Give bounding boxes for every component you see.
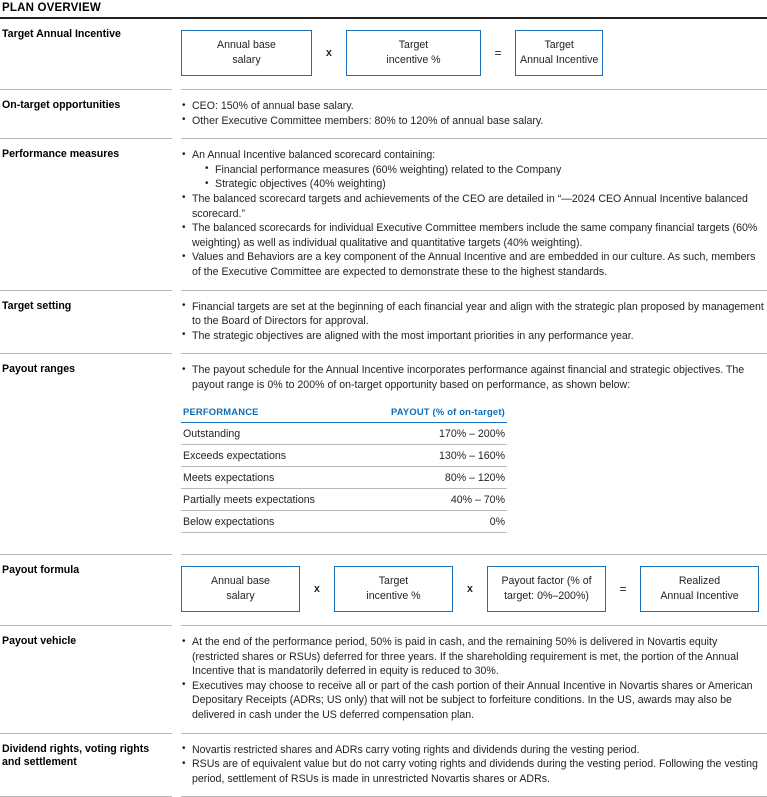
formula-box-line1: Target xyxy=(378,575,409,588)
list-item: • CEO: 150% of annual base salary. xyxy=(181,99,765,114)
bullet-list xyxy=(181,363,765,392)
formula-box-realized-annual-incentive xyxy=(640,566,759,612)
list-item: • Financial targets are set at the beginning of each financial year and align with the strategic plan proposed by management to the Board of Directors for approval. xyxy=(181,300,765,329)
row-content-target-setting xyxy=(181,290,767,354)
cell-payout: 80% – 120% xyxy=(356,467,507,489)
formula-box-line2: salary xyxy=(232,53,261,66)
row-performance-measures xyxy=(0,138,767,289)
cell-payout: 130% – 160% xyxy=(356,445,507,467)
row-content-payout-formula xyxy=(181,554,767,625)
cell-performance: Outstanding xyxy=(181,423,356,445)
row-content-performance-measures xyxy=(181,138,767,289)
row-label-payout-ranges: Payout ranges xyxy=(0,353,172,387)
list-item: • RSUs are of equivalent value but do not carry voting rights and dividends during the vesting period. Following the vesting period, settlement of RSUs is made in unrestricted Novartis shares or ADRs. xyxy=(181,757,765,786)
row-target-annual-incentive xyxy=(0,19,767,89)
cell-payout: 170% – 200% xyxy=(356,423,507,445)
row-label-dividend-rights xyxy=(0,733,172,780)
row-content-payout-ranges xyxy=(181,353,767,554)
row-dividend-rights xyxy=(0,733,767,797)
formula-box-line1: Target xyxy=(398,39,429,51)
cell-performance: Partially meets expectations xyxy=(181,489,356,511)
formula-box-line2: Annual Incentive xyxy=(660,589,739,602)
list-item: • Novartis restricted shares and ADRs carry voting rights and dividends during the vesting period. xyxy=(181,743,765,758)
formula-box-annual-base-salary xyxy=(181,566,300,612)
bullet-list xyxy=(181,99,765,128)
formula-box-target-annual-incentive xyxy=(515,30,603,76)
formula-operator-equals: = xyxy=(494,45,502,60)
table-header-row xyxy=(181,405,507,423)
list-item xyxy=(181,148,765,192)
list-item: • Other Executive Committee members: 80% to 120% of annual base salary. xyxy=(181,114,765,129)
list-item: • The balanced scorecards for individual Executive Committee members include the same company financial targets (60% weighting) as well as individual qualitative and quantitative targets (40% weighting). xyxy=(181,221,765,250)
sub-bullet-list xyxy=(192,163,765,192)
table-spacer xyxy=(181,535,765,544)
formula-box-line2: incentive % xyxy=(386,53,441,66)
row-label-line2: and settlement xyxy=(2,756,77,769)
formula-box-line2: incentive % xyxy=(366,589,421,602)
formula-operator-multiply-1: x xyxy=(326,46,332,59)
row-label-line1: Dividend rights, voting rights xyxy=(2,742,150,755)
cell-performance: Exceeds expectations xyxy=(181,445,356,467)
row-payout-ranges xyxy=(0,353,767,554)
list-item: • The balanced scorecard targets and achievements of the CEO are detailed in “—2024 CEO Annual Incentive balanced scorecard.” xyxy=(181,192,765,221)
row-label-target-setting: Target setting xyxy=(0,290,172,324)
row-content-target-annual-incentive xyxy=(181,19,767,89)
column-header-performance: PERFORMANCE xyxy=(181,405,356,423)
table-row xyxy=(181,467,507,489)
payout-ranges-table xyxy=(181,405,507,534)
formula-box-line1: Annual base xyxy=(211,575,270,588)
formula-operator-equals: = xyxy=(619,581,627,596)
list-item: • The strategic objectives are aligned with the most important priorities in any performance year. xyxy=(181,329,765,344)
list-item: • At the end of the performance period, 50% is paid in cash, and the remaining 50% is delivered in Novartis equity (restricted shares or RSUs) deferred for three years. If the shareholding requirement is met, the portion of the Annual Incentive that is mandatorily deferred in equity is reduced to 30%. xyxy=(181,635,765,679)
row-label-on-target-opportunities: On-target opportunities xyxy=(0,89,172,123)
row-target-setting xyxy=(0,290,767,354)
formula-box-annual-base-salary xyxy=(181,30,312,76)
table-header xyxy=(181,405,507,423)
bullet-list xyxy=(181,300,765,344)
formula-box-target-incentive-pct xyxy=(334,566,453,612)
list-item: • Values and Behaviors are a key component of the Annual Incentive and are embedded in our culture. As such, members of the Executive Committee are expected to demonstrate these to the highest standards. xyxy=(181,250,765,279)
list-item: • The payout schedule for the Annual Incentive incorporates performance against financial and strategic objectives. The payout range is 0% to 200% of on-target opportunity based on performance, as shown below: xyxy=(181,363,765,392)
row-payout-vehicle xyxy=(0,625,767,733)
formula-box-line2: Annual Incentive xyxy=(520,53,599,66)
table-row xyxy=(181,423,507,445)
row-on-target-opportunities xyxy=(0,89,767,138)
table-row xyxy=(181,511,507,533)
cell-performance: Below expectations xyxy=(181,511,356,533)
formula-operator-multiply-1: x xyxy=(314,582,320,595)
row-label-payout-formula: Payout formula xyxy=(0,554,172,588)
bullet-list xyxy=(181,148,765,279)
target-incentive-formula xyxy=(181,28,765,79)
formula-box-target-incentive-pct xyxy=(346,30,481,76)
payout-formula xyxy=(181,564,765,615)
cell-payout: 0% xyxy=(356,511,507,533)
column-header-payout: PAYOUT (% of on-target) xyxy=(356,405,507,423)
table-row xyxy=(181,445,507,467)
formula-operator-multiply-2: x xyxy=(467,582,473,595)
row-content-payout-vehicle xyxy=(181,625,767,733)
list-item: • Executives may choose to receive all or part of the cash portion of their Annual Incentive in Novartis shares or American Depositary Receipts (ADRs; US only) that will not be subject to forfeiture conditions. In the US, awards may also be delivered in cash under the US deferred compensation plan. xyxy=(181,679,765,723)
list-item: • Strategic objectives (40% weighting) xyxy=(204,177,765,192)
table-row xyxy=(181,489,507,511)
formula-box-line1: Annual base xyxy=(217,39,276,51)
row-label-target-annual-incentive: Target Annual Incentive xyxy=(2,28,121,40)
cell-payout: 40% – 70% xyxy=(356,489,507,511)
formula-box-line2: target: 0%–200%) xyxy=(504,589,589,602)
formula-box-line2: salary xyxy=(226,589,255,602)
row-label-performance-measures: Performance measures xyxy=(0,138,172,172)
formula-box-line1: Realized xyxy=(678,575,721,588)
formula-box-payout-factor xyxy=(487,566,606,612)
page-title: PLAN OVERVIEW xyxy=(2,2,101,14)
row-content-on-target-opportunities xyxy=(181,89,767,138)
row-content-dividend-rights xyxy=(181,733,767,797)
list-item-text: An Annual Incentive balanced scorecard containing: xyxy=(192,149,436,162)
row-payout-formula xyxy=(0,554,767,625)
list-item: • Financial performance measures (60% weighting) related to the Company xyxy=(204,163,765,178)
table-body xyxy=(181,423,507,533)
bullet-list xyxy=(181,635,765,723)
formula-box-line1: Payout factor (% of xyxy=(501,575,592,588)
row-label-payout-vehicle: Payout vehicle xyxy=(0,625,172,659)
bullet-list xyxy=(181,743,765,787)
formula-box-line1: Target xyxy=(544,39,574,51)
cell-performance: Meets expectations xyxy=(181,467,356,489)
